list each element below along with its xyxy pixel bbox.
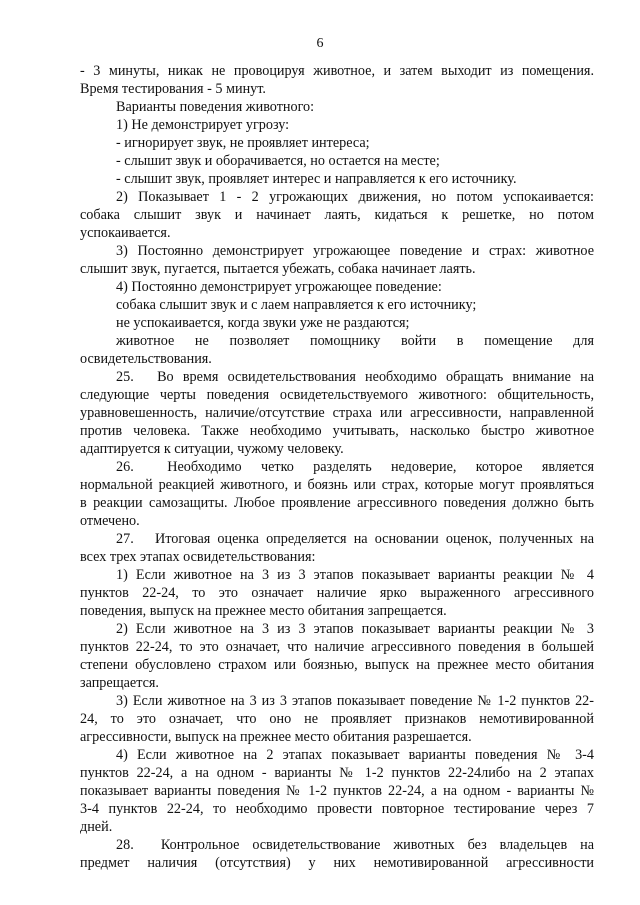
text-line: 28. Контрольное освидетельствование животных без владельцев на xyxy=(116,837,594,853)
text-line: 3) Постоянно демонстрирует угрожающее поведение и страх: животное xyxy=(116,243,594,259)
text-line: успокаивается. xyxy=(80,225,171,241)
text-line: адаптируется к ситуации, чужому человеку. xyxy=(80,441,344,457)
text-line: показывает варианты поведения № 1-2 пунктов 22-24, а на одном - варианты № xyxy=(80,783,594,799)
text-line: против человека. Также необходимо учитывать, насколько быстро животное xyxy=(80,423,594,439)
text-line: агрессивности, выпуск на прежнее место обитания разрешается. xyxy=(80,729,472,745)
text-line: степени обусловлено страхом или боязнью, выпуск на прежнее место обитания xyxy=(80,657,594,673)
text-line: 1) Не демонстрирует угрозу: xyxy=(116,117,290,133)
text-line: 4) Если животное на 2 этапах показывает варианты поведения № 3-4 xyxy=(116,747,594,763)
text-line: 24, то это означает, что оно не проявляет признаков немотивированной xyxy=(80,711,594,727)
text-line: пунктов 22-24, а на одном - варианты № 1-2 пунктов 22-24либо на 2 этапах xyxy=(80,765,594,781)
text-line: поведения, выпуск на прежнее место обитания запрещается. xyxy=(80,603,447,619)
text-line: - слышит звук и оборачивается, но остается на месте; xyxy=(116,153,440,169)
text-line: 4) Постоянно демонстрирует угрожающее поведение: xyxy=(116,279,442,295)
text-line: слышит звук, пугается, пытается убежать, собака начинает лаять. xyxy=(80,261,476,277)
text-line: 27. Итоговая оценка определяется на основании оценок, полученных на xyxy=(116,531,594,547)
text-line: следующие черты поведения освидетельствуемого животного: общительность, xyxy=(80,387,594,403)
text-line: нормальной реакцией животного, и боязнь или страх, которые могут проявляться xyxy=(80,477,594,493)
text-line: пунктов 22-24, то это означает, что наличие агрессивного поведения в большей xyxy=(80,639,594,655)
text-line: 25. Во время освидетельствования необходимо обращать внимание на xyxy=(116,369,594,385)
text-line: всех трех этапах освидетельствования: xyxy=(80,549,316,565)
text-line: 1) Если животное на 3 из 3 этапов показывает варианты реакции № 4 xyxy=(116,567,594,583)
text-line: 2) Если животное на 3 из 3 этапов показывает варианты реакции № 3 xyxy=(116,621,594,637)
text-line: собака слышит звук и начинает лаять, кидаться к решетке, но потом xyxy=(80,207,594,223)
text-line: - 3 минуты, никак не провоцируя животное, и затем выходит из помещения. xyxy=(80,63,594,79)
text-line: дней. xyxy=(80,819,113,835)
text-line: освидетельствования. xyxy=(80,351,212,367)
page-number: 6 xyxy=(316,36,324,51)
text-line: уравновешенность, наличие/отсутствие страха или агрессивности, направленной xyxy=(80,405,594,421)
text-line: собака слышит звук и с лаем направляется к его источнику; xyxy=(116,297,477,313)
text-line: в реакции самозащиты. Любое проявление агрессивного поведения должно быть xyxy=(80,495,594,511)
text-line: животное не позволяет помощнику войти в помещение для xyxy=(116,333,594,349)
text-line: Время тестирования - 5 минут. xyxy=(80,81,266,97)
text-line: - игнорирует звук, не проявляет интереса; xyxy=(116,135,370,151)
text-line: 3) Если животное на 3 из 3 этапов показывает поведение № 1-2 пунктов 22- xyxy=(116,693,594,709)
text-line: 2) Показывает 1 - 2 угрожающих движения, но потом успокаивается: xyxy=(116,189,594,205)
text-line: отмечено. xyxy=(80,513,140,529)
text-line: запрещается. xyxy=(80,675,159,691)
text-line: - слышит звук, проявляет интерес и направляется к его источнику. xyxy=(116,171,517,187)
text-line: 3-4 пунктов 22-24, то необходимо провести повторное тестирование через 7 xyxy=(80,801,594,817)
text-line: не успокаивается, когда звуки уже не раздаются; xyxy=(116,315,410,331)
text-line: Варианты поведения животного: xyxy=(116,99,315,115)
text-line: 26. Необходимо четко разделять недоверие, которое является xyxy=(116,459,594,475)
text-line: предмет наличия (отсутствия) у них немотивированной агрессивности xyxy=(80,855,594,871)
text-line: пунктов 22-24, то это означает наличие ярко выраженного агрессивного xyxy=(80,585,594,601)
